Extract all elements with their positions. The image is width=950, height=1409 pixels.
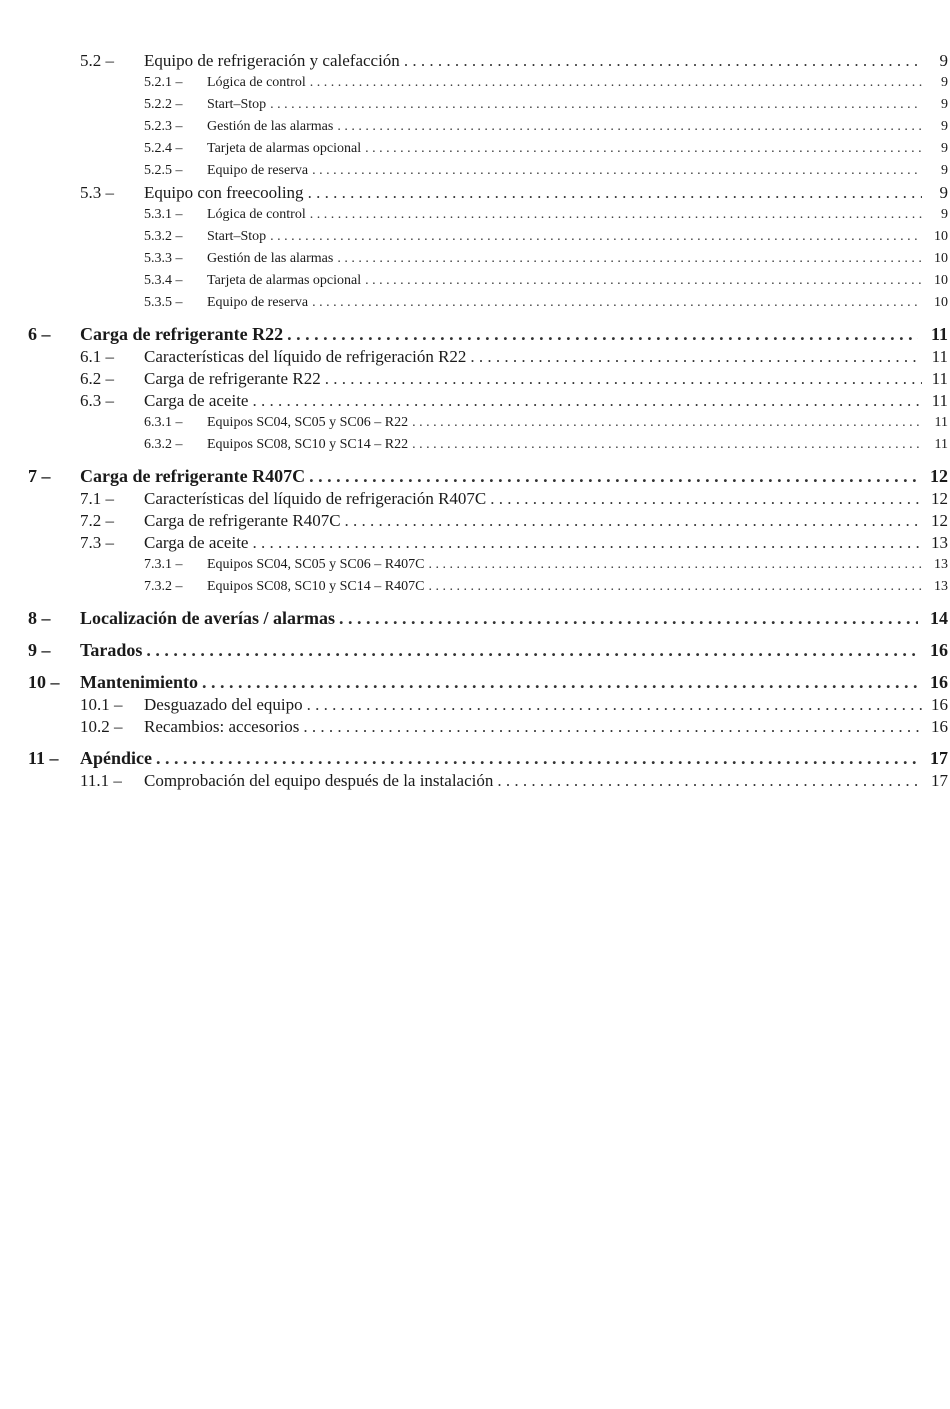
- toc-entry-number: 5.2.2 –: [144, 97, 183, 112]
- toc-entry-number: 5.3.3 –: [144, 251, 183, 266]
- toc-entry-number: 5.2.3 –: [144, 119, 183, 134]
- toc-entry[interactable]: [0, 670, 950, 694]
- toc-dot-leader: [339, 606, 918, 630]
- table-of-contents: [0, 50, 950, 792]
- toc-entry-title: Desguazado del equipo: [144, 695, 303, 714]
- toc-dot-leader: [270, 226, 922, 248]
- toc-entry[interactable]: [0, 72, 950, 94]
- toc-entry-number: 5.3 –: [80, 183, 114, 202]
- toc-dot-leader: [337, 248, 922, 270]
- toc-dot-leader: [309, 464, 918, 488]
- toc-entry-title: Equipo con freecooling: [144, 183, 304, 202]
- toc-entry-number: 7.1 –: [80, 489, 114, 508]
- toc-entry-number: 8 –: [28, 608, 51, 628]
- toc-entry-page: 10: [934, 295, 948, 310]
- toc-dot-leader: [252, 532, 922, 554]
- toc-entry-page: 9: [939, 183, 948, 202]
- toc-entry-page: 13: [931, 533, 948, 552]
- toc-entry-number: 5.3.1 –: [144, 207, 183, 222]
- toc-entry-title: Start–Stop: [207, 229, 267, 244]
- toc-entry-title: Carga de refrigerante R22: [144, 369, 321, 388]
- toc-entry-page: 9: [939, 51, 948, 70]
- toc-entry[interactable]: [0, 116, 950, 138]
- toc-entry-number: 11 –: [28, 748, 59, 768]
- toc-entry-page: 11: [931, 369, 948, 388]
- toc-dot-leader: [303, 716, 922, 738]
- toc-entry-page: 12: [931, 511, 948, 530]
- toc-entry[interactable]: [0, 412, 950, 434]
- toc-entry[interactable]: [0, 160, 950, 182]
- toc-dot-leader: [308, 182, 922, 204]
- toc-entry[interactable]: [0, 694, 950, 716]
- toc-entry-page: 9: [941, 207, 948, 222]
- toc-entry[interactable]: [0, 434, 950, 456]
- toc-entry[interactable]: [0, 346, 950, 368]
- toc-entry-number: 5.2.5 –: [144, 163, 183, 178]
- toc-entry-title: Equipos SC08, SC10 y SC14 – R22: [207, 437, 409, 452]
- toc-entry-page: 9: [941, 75, 948, 90]
- toc-entry-page: 16: [931, 717, 948, 736]
- toc-entry-number: 7.3 –: [80, 533, 114, 552]
- toc-dot-leader: [470, 346, 922, 368]
- toc-entry-title: Características del líquido de refrigeración R22: [144, 347, 467, 366]
- toc-entry-title: Comprobación del equipo después de la instalación: [144, 771, 494, 790]
- toc-dot-leader: [202, 670, 918, 694]
- toc-entry[interactable]: [0, 204, 950, 226]
- toc-entry-page: 12: [931, 489, 948, 508]
- toc-dot-leader: [497, 770, 922, 792]
- toc-entry-page: 13: [934, 557, 948, 572]
- toc-entry-title: Lógica de control: [207, 75, 306, 90]
- toc-entry-number: 10.1 –: [80, 695, 123, 714]
- toc-entry[interactable]: [0, 226, 950, 248]
- toc-dot-leader: [365, 138, 922, 160]
- toc-entry-page: 17: [931, 771, 948, 790]
- toc-entry[interactable]: [0, 716, 950, 738]
- toc-entry-page: 16: [930, 672, 948, 692]
- toc-entry-title: Equipo de reserva: [207, 295, 309, 310]
- toc-entry-number: 7.3.1 –: [144, 557, 183, 572]
- toc-entry-title: Equipos SC08, SC10 y SC14 – R407C: [207, 579, 425, 594]
- toc-entry-page: 10: [934, 251, 948, 266]
- toc-entry[interactable]: [0, 638, 950, 662]
- toc-entry-page: 9: [941, 97, 948, 112]
- toc-dot-leader: [428, 554, 922, 576]
- toc-dot-leader: [287, 322, 918, 346]
- toc-entry[interactable]: [0, 322, 950, 346]
- toc-entry-number: 9 –: [28, 640, 51, 660]
- toc-entry[interactable]: [0, 464, 950, 488]
- toc-entry-title: Características del líquido de refrigeración R407C: [144, 489, 487, 508]
- toc-entry-number: 7.2 –: [80, 511, 114, 530]
- toc-entry-number: 5.2.4 –: [144, 141, 183, 156]
- toc-dot-leader: [146, 638, 918, 662]
- toc-entry[interactable]: [0, 138, 950, 160]
- toc-entry[interactable]: [0, 182, 950, 204]
- toc-entry-title: Localización de averías / alarmas: [80, 608, 335, 628]
- toc-entry-title: Gestión de las alarmas: [207, 119, 334, 134]
- toc-entry[interactable]: [0, 248, 950, 270]
- toc-entry-title: Tarjeta de alarmas opcional: [207, 141, 362, 156]
- toc-entry-page: 9: [941, 141, 948, 156]
- toc-dot-leader: [156, 746, 918, 770]
- toc-dot-leader: [310, 204, 922, 226]
- toc-entry-number: 5.2.1 –: [144, 75, 183, 90]
- toc-entry-number: 7 –: [28, 466, 51, 486]
- toc-entry-page: 11: [931, 347, 948, 366]
- toc-entry[interactable]: [0, 576, 950, 598]
- toc-entry-page: 11: [930, 324, 948, 344]
- toc-entry-number: 10.2 –: [80, 717, 123, 736]
- toc-entry[interactable]: [0, 606, 950, 630]
- toc-dot-leader: [490, 488, 922, 510]
- toc-entry[interactable]: [0, 770, 950, 792]
- toc-entry-page: 9: [941, 119, 948, 134]
- toc-entry[interactable]: [0, 554, 950, 576]
- toc-entry-title: Equipo de reserva: [207, 163, 309, 178]
- toc-dot-leader: [345, 510, 922, 532]
- toc-entry-page: 11: [931, 391, 948, 410]
- toc-dot-leader: [337, 116, 922, 138]
- toc-entry-title: Tarjeta de alarmas opcional: [207, 273, 362, 288]
- toc-entry-title: Carga de refrigerante R407C: [144, 511, 341, 530]
- toc-entry-title: Carga de refrigerante R22: [80, 324, 284, 344]
- toc-entry-number: 6.3.1 –: [144, 415, 183, 430]
- toc-dot-leader: [404, 50, 922, 72]
- toc-entry[interactable]: [0, 94, 950, 116]
- toc-entry[interactable]: [0, 488, 950, 510]
- toc-entry-page: 16: [930, 640, 948, 660]
- toc-entry-title: Carga de aceite: [144, 533, 249, 552]
- toc-entry-page: 10: [934, 273, 948, 288]
- toc-entry[interactable]: [0, 270, 950, 292]
- toc-entry-title: Start–Stop: [207, 97, 267, 112]
- toc-entry-title: Mantenimiento: [80, 672, 198, 692]
- toc-entry-title: Equipo de refrigeración y calefacción: [144, 51, 400, 70]
- toc-entry-title: Carga de refrigerante R407C: [80, 466, 306, 486]
- toc-entry[interactable]: [0, 746, 950, 770]
- toc-entry-number: 11.1 –: [80, 771, 122, 790]
- toc-entry-number: 5.3.4 –: [144, 273, 183, 288]
- toc-entry-number: 6.2 –: [80, 369, 114, 388]
- toc-entry-title: Equipos SC04, SC05 y SC06 – R407C: [207, 557, 425, 572]
- toc-entry-page: 10: [934, 229, 948, 244]
- toc-entry[interactable]: [0, 368, 950, 390]
- toc-entry-number: 7.3.2 –: [144, 579, 183, 594]
- toc-entry[interactable]: [0, 50, 950, 72]
- toc-entry-number: 5.2 –: [80, 51, 114, 70]
- toc-entry-number: 5.3.5 –: [144, 295, 183, 310]
- toc-entry-page: 16: [931, 695, 948, 714]
- toc-entry-number: 6 –: [28, 324, 51, 344]
- toc-dot-leader: [252, 390, 922, 412]
- toc-entry-page: 11: [934, 437, 948, 452]
- toc-entry-page: 13: [934, 579, 948, 594]
- toc-entry-title: Recambios: accesorios: [144, 717, 300, 736]
- toc-entry-title: Tarados: [80, 640, 143, 660]
- toc-entry-number: 10 –: [28, 672, 60, 692]
- toc-entry-page: 17: [930, 748, 948, 768]
- toc-entry-number: 6.3 –: [80, 391, 114, 410]
- toc-dot-leader: [325, 368, 922, 390]
- toc-entry-title: Carga de aceite: [144, 391, 249, 410]
- toc-dot-leader: [412, 434, 922, 456]
- toc-entry-page: 12: [930, 466, 948, 486]
- toc-entry-title: Equipos SC04, SC05 y SC06 – R22: [207, 415, 409, 430]
- toc-dot-leader: [412, 412, 922, 434]
- toc-dot-leader: [310, 72, 922, 94]
- toc-entry-page: 11: [934, 415, 948, 430]
- toc-entry-page: 9: [941, 163, 948, 178]
- toc-entry-title: Apéndice: [80, 748, 152, 768]
- toc-entry-number: 6.3.2 –: [144, 437, 183, 452]
- toc-entry-number: 5.3.2 –: [144, 229, 183, 244]
- toc-entry[interactable]: [0, 510, 950, 532]
- toc-dot-leader: [270, 94, 922, 116]
- toc-entry-page: 14: [930, 608, 948, 628]
- toc-entry-title: Gestión de las alarmas: [207, 251, 334, 266]
- toc-entry-number: 6.1 –: [80, 347, 114, 366]
- toc-dot-leader: [428, 576, 922, 598]
- toc-dot-leader: [307, 694, 922, 716]
- toc-entry[interactable]: [0, 532, 950, 554]
- toc-entry-title: Lógica de control: [207, 207, 306, 222]
- toc-dot-leader: [312, 292, 922, 314]
- toc-dot-leader: [365, 270, 922, 292]
- toc-entry[interactable]: [0, 292, 950, 314]
- toc-entry[interactable]: [0, 390, 950, 412]
- toc-dot-leader: [312, 160, 922, 182]
